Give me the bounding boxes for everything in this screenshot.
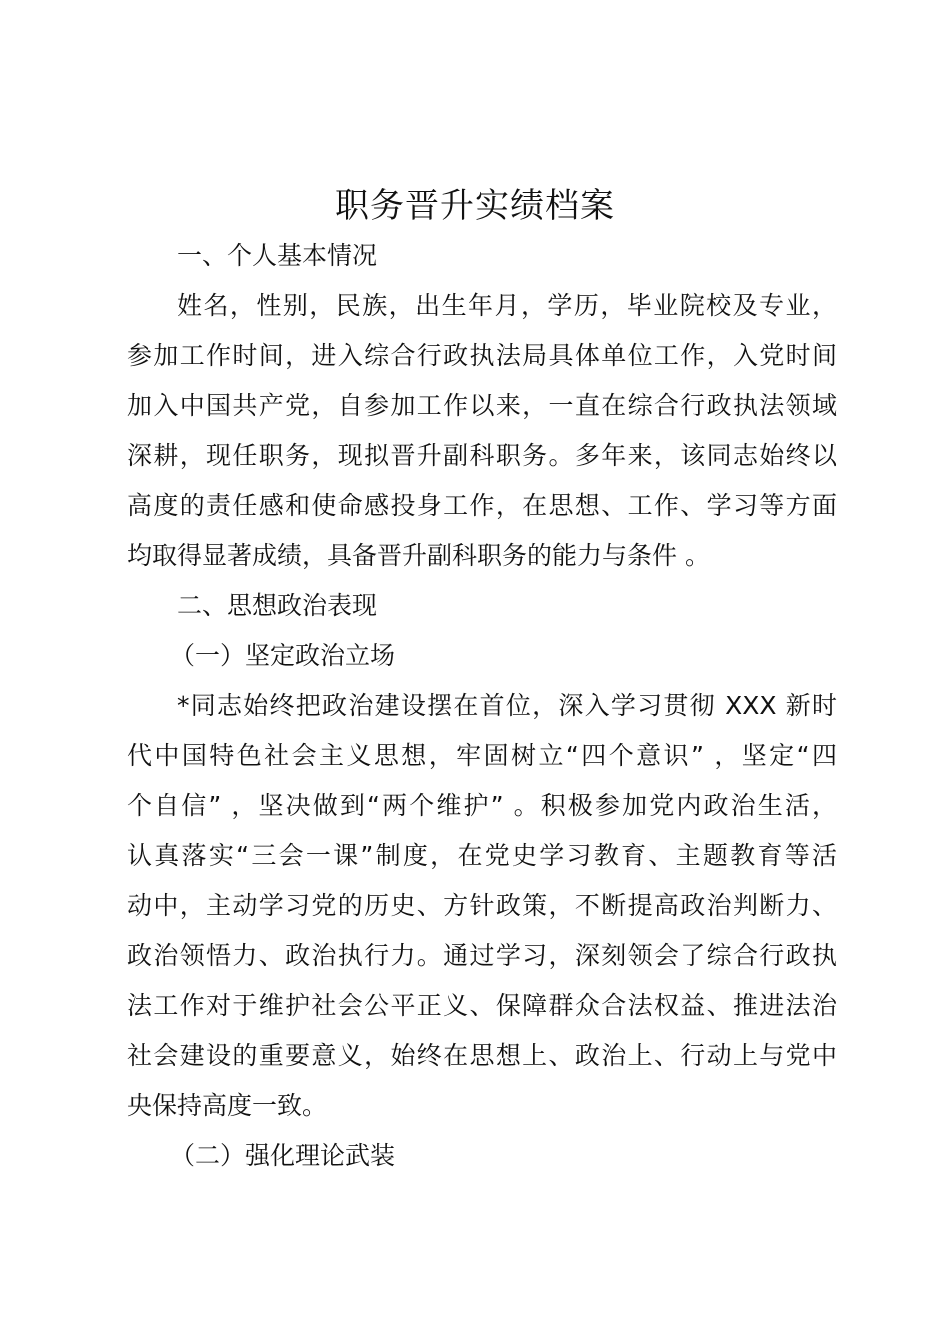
paragraph-line: 动中，主动学习党的历史、方针政策，不断提高政治判断力、 — [127, 891, 837, 920]
paragraph-line: 深耕，现任职务，现拟晋升副科职务。多年来，该同志始终以 — [127, 441, 837, 470]
paragraph-line: 社会建设的重要意义，始终在思想上、政治上、行动上与党中 — [127, 1041, 837, 1070]
section-heading-political: 二、思想政治表现 — [177, 591, 378, 620]
paragraph-line: 高度的责任感和使命感投身工作，在思想、工作、学习等方面 — [127, 491, 837, 520]
document-title: 职务晋升实绩档案 — [335, 186, 615, 226]
section-heading-basic-info: 一、个人基本情况 — [177, 241, 378, 270]
subsection-heading-theory: （二）强化理论武装 — [170, 1141, 396, 1170]
paragraph-line: 均取得显著成绩，具备晋升副科职务的能力与条件 。 — [127, 541, 710, 570]
paragraph-line: 认真落实“三会一课”制度，在党史学习教育、主题教育等活 — [127, 841, 837, 870]
paragraph-line: 个自信” ，坚决做到“两个维护” 。积极参加党内政治生活， — [127, 791, 837, 820]
paragraph-line: 代中国特色社会主义思想，牢固树立“四个意识” ，坚定“四 — [127, 741, 837, 770]
paragraph-line: 参加工作时间，进入综合行政执法局具体单位工作，入党时间 — [127, 341, 837, 370]
paragraph-line: 加入中国共产党，自参加工作以来，一直在综合行政执法领域 — [127, 391, 837, 420]
paragraph-line: 法工作对于维护社会公平正义、保障群众合法权益、推进法治 — [127, 991, 837, 1020]
paragraph-line: *同志始终把政治建设摆在首位，深入学习贯彻 XXX 新时 — [177, 691, 837, 720]
subsection-heading-stance: （一）坚定政治立场 — [170, 641, 396, 670]
paragraph-line: 政治领悟力、政治执行力。通过学习，深刻领会了综合行政执 — [127, 941, 837, 970]
paragraph-line: 姓名，性别，民族，出生年月，学历，毕业院校及专业， — [177, 291, 837, 320]
paragraph-line: 央保持高度一致。 — [127, 1091, 328, 1120]
